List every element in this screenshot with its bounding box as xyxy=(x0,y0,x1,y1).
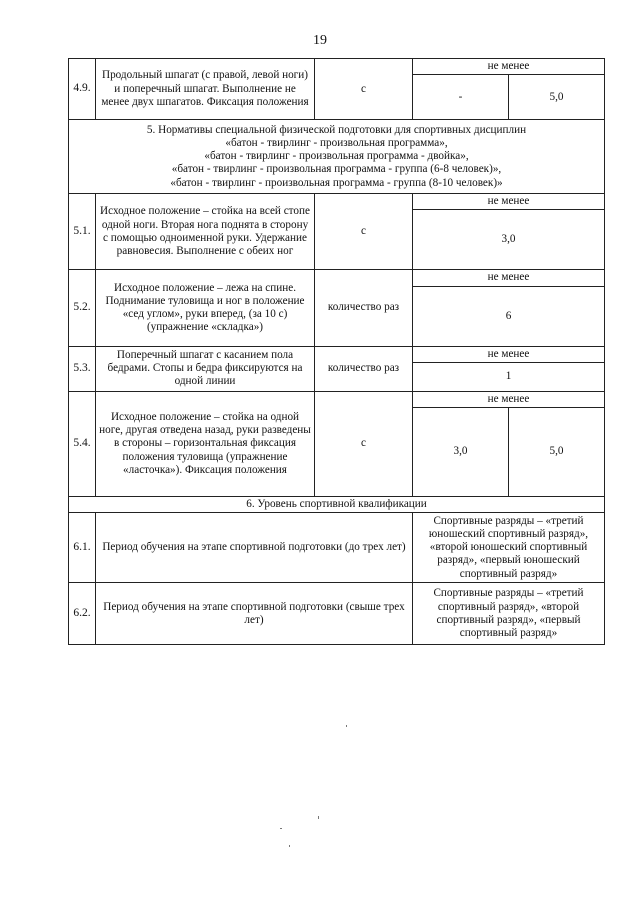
row-number: 5.4. xyxy=(69,391,96,496)
unit-cell: количество раз xyxy=(315,270,413,346)
scan-speck xyxy=(346,725,347,727)
period-text: Период обучения на этапе спортивной подготовки (до трех лет) xyxy=(96,513,413,583)
page-number: 19 xyxy=(313,33,327,48)
scan-speck xyxy=(280,828,282,829)
exercise-text: Исходное положение – стойка на всей стопе одной ноги. Вторая нога поднята в сторону с помощью одноименной руки. Удержание равновесия. Выполнение с обеих ног xyxy=(96,194,315,270)
norm-value: - xyxy=(413,75,509,120)
section-5-header: 5. Нормативы специальной физической подготовки для спортивных дисциплин «батон - твирлинг - произвольная программа», «батон - твирлинг - произвольная программа - двойка», «батон - твирлинг - произвольная программа - группа (6-8 человек)», «батон - твирлинг - произвольная программа - группа (8-10 человек)» xyxy=(69,120,605,194)
norm-value: 5,0 xyxy=(509,408,605,497)
exercise-text: Исходное положение – лежа на спине. Поднимание туловища и ног в положение «сед углом», руки вперед, (за 10 с) (упражнение «складка») xyxy=(96,270,315,346)
table-row xyxy=(69,391,605,407)
norm-header: не менее xyxy=(413,346,605,362)
table-row xyxy=(69,346,605,362)
scan-speck xyxy=(318,816,319,819)
norm-value: 3,0 xyxy=(413,210,605,270)
row-number: 5.3. xyxy=(69,346,96,391)
section-header-row xyxy=(69,120,605,194)
qualification-text: Спортивные разряды – «третий спортивный разряд», «второй спортивный разряд», «первый спортивный разряд» xyxy=(413,583,605,645)
table-row xyxy=(69,194,605,210)
row-number: 6.1. xyxy=(69,513,96,583)
section-header-row xyxy=(69,497,605,513)
norm-value: 6 xyxy=(413,286,605,346)
norms-table xyxy=(68,58,605,645)
qualification-text: Спортивные разряды – «третий юношеский спортивный разряд», «второй юношеский спортивный разряд», «первый юношеский спортивный разряд» xyxy=(413,513,605,583)
row-number: 5.1. xyxy=(69,194,96,270)
norm-header: не менее xyxy=(413,270,605,286)
row-number: 5.2. xyxy=(69,270,96,346)
norm-value: 3,0 xyxy=(413,408,509,497)
norm-header: не менее xyxy=(413,59,605,75)
table-row xyxy=(69,583,605,645)
exercise-text: Исходное положение – стойка на одной ноге, другая отведена назад, руки разведены в стороны – горизонтальная фиксация положения туловища (упражнение «ласточка»). Фиксация положения xyxy=(96,391,315,496)
period-text: Период обучения на этапе спортивной подготовки (свыше трех лет) xyxy=(96,583,413,645)
norm-header: не менее xyxy=(413,391,605,407)
unit-cell: с xyxy=(315,194,413,270)
norm-value: 5,0 xyxy=(509,75,605,120)
row-number: 4.9. xyxy=(69,59,96,120)
table-row xyxy=(69,513,605,583)
exercise-text: Поперечный шпагат с касанием пола бедрами. Стопы и бедра фиксируются на одной линии xyxy=(96,346,315,391)
norm-value: 1 xyxy=(413,362,605,391)
table-row xyxy=(69,270,605,286)
scan-speck xyxy=(289,845,290,847)
row-number: 6.2. xyxy=(69,583,96,645)
unit-cell: количество раз xyxy=(315,346,413,391)
exercise-text: Продольный шпагат (с правой, левой ноги) и поперечный шпагат. Выполнение не менее двух шпагатов. Фиксация положения xyxy=(96,59,315,120)
norm-header: не менее xyxy=(413,194,605,210)
unit-cell: с xyxy=(315,391,413,496)
section-6-header: 6. Уровень спортивной квалификации xyxy=(69,497,605,513)
table-row xyxy=(69,59,605,75)
unit-cell: с xyxy=(315,59,413,120)
